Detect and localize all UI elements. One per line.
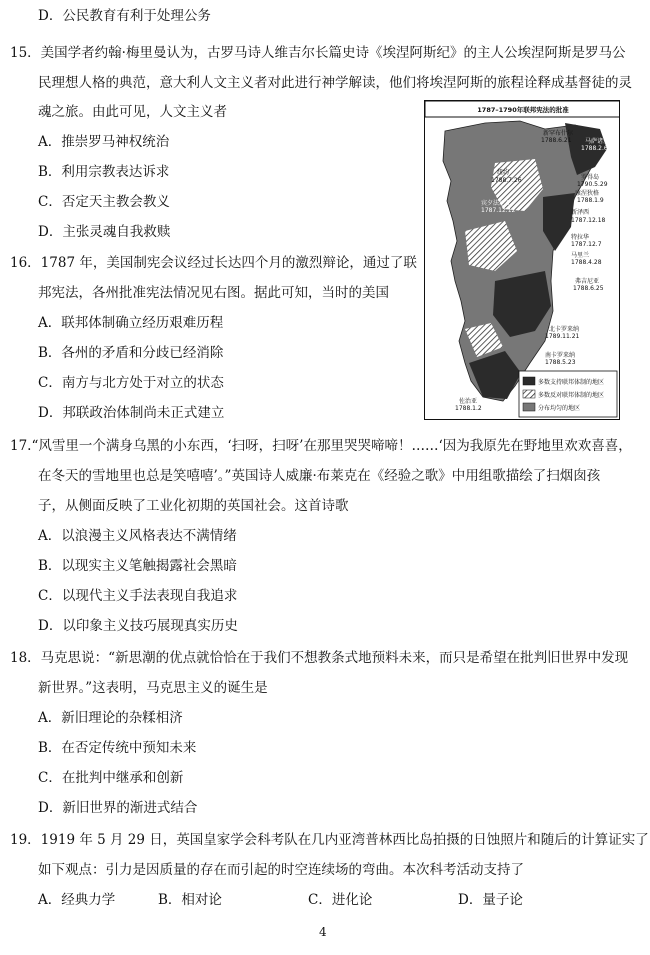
map-label-delaware: 特拉华	[571, 234, 590, 241]
q18-option-d: D．新旧世界的渐进式结合	[38, 800, 198, 816]
map-label-maryland: 马里兰	[571, 252, 590, 259]
q18-option-b: B．在否定传统中预知未来	[38, 740, 197, 756]
q17-stem-line3: 子，从侧面反映了工业化初期的英国社会。这首诗歌	[38, 498, 349, 514]
map-date-massachusetts: 1788.2.6	[581, 145, 608, 152]
page-number: 4	[319, 925, 327, 939]
map-date-new-hampshire: 1788.6.21	[541, 137, 572, 144]
q16-stem-line2: 邦宪法，各州批准宪法情况见右图。据此可知，当时的美国	[38, 285, 389, 301]
map-date-rhode-island: 1790.5.29	[577, 181, 608, 188]
q17-option-a: A．以浪漫主义风格表达不满情绪	[38, 528, 237, 544]
map-label-new-hampshire: 新罕布什尔	[543, 130, 574, 137]
q16-option-c: C．南方与北方处于对立的状态	[38, 375, 224, 391]
legend-swatch-even	[523, 403, 535, 411]
q16-option-a: A．联邦体制确立经历艰难历程	[38, 315, 224, 331]
q17-option-b: B．以现实主义笔触揭露社会黑暗	[38, 558, 237, 574]
q18-stem-line1: 18．马克思说：“新思潮的优点就恰恰在于我们不想教条式地预料未来，而只是希望在批判旧世界中发现	[10, 650, 629, 666]
q19-option-a: A．经典力学	[38, 892, 116, 908]
q18-option-c: C．在批判中继承和创新	[38, 770, 184, 786]
q16-option-d: D．邦联政治体制尚未正式建立	[38, 405, 225, 421]
q15-stem-line2: 民理想人格的典范，意大利人文主义者对此进行神学解读，他们将埃涅阿斯的旅程诠释成基督徒的灵	[38, 75, 632, 91]
map-date-delaware: 1787.12.7	[571, 241, 602, 248]
legend-label-oppose: 多数反对联邦体制的地区	[538, 392, 605, 399]
map-date-connecticut: 1788.1.9	[577, 197, 604, 204]
q18-stem-line2: 新世界。”这表明，马克思主义的诞生是	[38, 680, 268, 696]
q19-stem-line1: 19．1919 年 5 月 29 日，英国皇家学会科考队在几内亚湾普林西比岛拍摄的日蚀照片和随后的计算证实了	[10, 832, 649, 848]
map-date-new-jersey: 1787.12.18	[571, 217, 606, 224]
map-label-connecticut: 康涅狄格	[575, 190, 600, 197]
q16-stem-line1: 16．1787 年，美国制宪会议经过长达四个月的激烈辩论，通过了联	[10, 255, 417, 271]
q15-option-d: D．主张灵魂自我救赎	[38, 224, 171, 240]
map-date-north-carolina: 1789.11.21	[545, 333, 580, 340]
map-label-virginia: 弗吉尼亚	[575, 278, 600, 285]
q17-option-c: C．以现代主义手法表现自我追求	[38, 588, 238, 604]
legend-swatch-oppose	[523, 390, 535, 398]
legend-label-support: 多数支持联邦体制的地区	[538, 379, 605, 386]
map-date-new-york: 1788.7.26	[491, 177, 522, 184]
q17-option-d: D．以印象主义技巧展现真实历史	[38, 618, 238, 634]
map-date-pennsylvania: 1787.12.12	[481, 207, 516, 214]
legend-swatch-support	[523, 377, 535, 385]
q15-option-c: C．否定天主教会教义	[38, 194, 170, 210]
q17-stem-line2: 在冬天的雪地里也总是笑嘻嘻’。”英国诗人威廉·布莱克在《经验之歌》中用组歌描绘了扫烟囱孩	[38, 468, 601, 484]
map-label-north-carolina: 北卡罗来纳	[549, 326, 580, 333]
map-date-south-carolina: 1788.5.23	[545, 359, 576, 366]
q16-option-b: B．各州的矛盾和分歧已经消除	[38, 345, 224, 361]
q19-option-b: B．相对论	[158, 892, 222, 908]
map-label-rhode-island: 罗得岛	[581, 174, 600, 181]
map-title: 1787–1790年联邦宪法的批准	[477, 106, 569, 114]
map-label-new-jersey: 新泽西	[571, 209, 590, 216]
map-label-pennsylvania: 宾夕法尼亚	[481, 200, 512, 207]
q19-option-d: D．量子论	[458, 892, 523, 908]
map-label-new-york: 纽约	[497, 169, 510, 176]
map-date-virginia: 1788.6.25	[573, 285, 604, 292]
q15-stem-line3: 魂之旅。由此可见，人文主义者	[38, 104, 227, 120]
legend-label-even: 分布均匀的地区	[538, 405, 581, 412]
q14-option-d: D．公民教育有利于处理公务	[38, 8, 211, 24]
q19-option-c: C．进化论	[308, 892, 373, 908]
q18-option-a: A．新旧理论的杂糅相济	[38, 710, 183, 726]
ratification-map	[424, 100, 620, 420]
map-label-massachusetts: 马萨诸塞	[585, 138, 610, 145]
q15-option-b: B．利用宗教表达诉求	[38, 164, 170, 180]
map-label-south-carolina: 南卡罗来纳	[545, 352, 576, 359]
q17-stem-line1: 17.“风雪里一个满身乌黑的小东西，‘扫呀，扫呀’在那里哭哭啼啼！……‘因为我原先在野地里欢欢喜喜，	[10, 438, 632, 454]
q15-stem-line1: 15．美国学者约翰·梅里曼认为，古罗马诗人维吉尔长篇史诗《埃涅阿斯纪》的主人公埃涅阿斯是罗马公	[10, 45, 626, 61]
map-date-maryland: 1788.4.28	[571, 259, 602, 266]
ratification-map-drawing	[425, 101, 620, 420]
q19-stem-line2: 如下观点：引力是因质量的存在而引起的时空连续场的弯曲。本次科考活动支持了	[38, 862, 524, 878]
map-label-georgia: 佐治亚	[459, 398, 478, 405]
q15-option-a: A．推崇罗马神权统治	[38, 134, 170, 150]
map-date-georgia: 1788.1.2	[455, 405, 482, 412]
